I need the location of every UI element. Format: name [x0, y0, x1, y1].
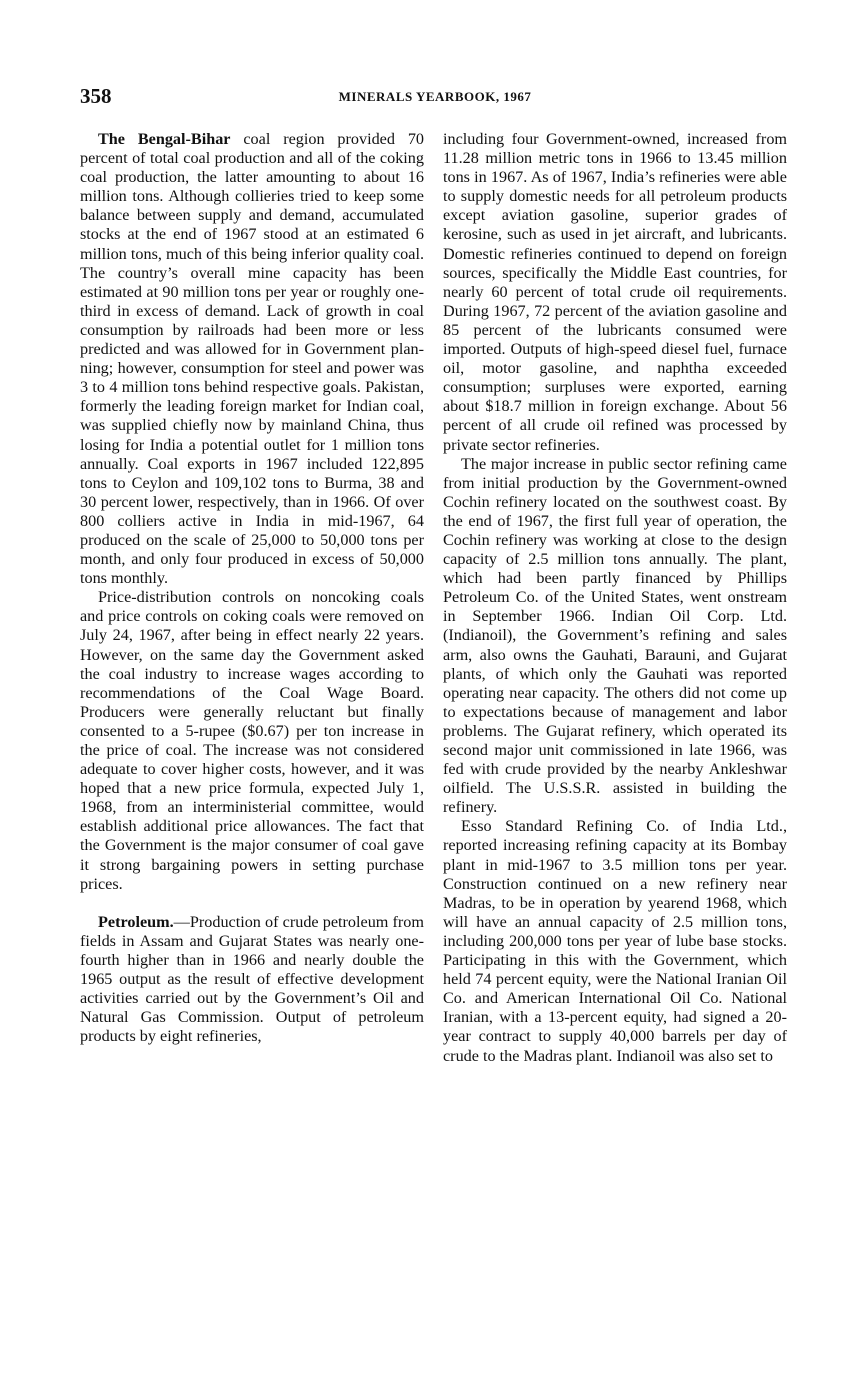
paragraph-public-sector-refining: The major increase in public sector refining came from initial production by the Government-owned Cochin refinery located on the southwest coast. By the end of 1967, the first full year of operation, the Cochin refinery was working at close to the design capacity of 2.5 million tons annually. The plant, which had been partly financed by Phillips Petroleum Co. of the United States, went onstream in September 1966. Indian Oil Corp. Ltd. (Indianoil), the Government’s refining and sales arm, also owns the Gauhati, Barauni, and Gujarat plants, of which only the Gauhati was reported operating near capacity. The others did not come up to expectations because of management and labor problems. The Gujarat refinery, which operated its second major unit commissioned in late 1966, was fed with crude provided by the nearby Ankleshwar oilfield. The U.S.S.R. assisted in building the refinery. — [443, 454, 787, 817]
paragraph-lead: The Bengal-Bihar — [98, 130, 231, 148]
paragraph-text: coal region provided 70 percent of total coal production and all of the coking coal production, the latter amounting to about 16 million tons. Although collieries tried to keep some balance between supply and demand, accumulated stocks at the end of 1967 stood at an estimated 6 million tons, much of this being inferior quality coal. The country’s overall mine capacity has been estimated at 90 million tons per year or roughly one-third in excess of demand. Lack of growth in coal consumption by railroads had been more or less predicted and was allowed for in Government planning; however, consumption for steel and power was 3 to 4 million tons behind respective goals. Pakistan, formerly the leading foreign market for Indian coal, was supplied chiefly now by mainland China, thus losing for India a potential outlet for 1 million tons annually. Coal exports in 1967 included 122,895 tons to Ceylon and 109,102 tons to Burma, 38 and 30 percent lower, respectively, than in 1966. Of over 800 colliers active in India in mid-1967, 64 produced on the scale of 25,000 to 50,000 tons per month, and only four produced in excess of 50,000 tons monthly. — [80, 130, 425, 588]
running-title: MINERALS YEARBOOK, 1967 — [338, 89, 532, 104]
page-header — [80, 84, 790, 114]
paragraph-refinery-output: including four Government-owned, increased from 11.28 million metric tons in 1966 to 13.45 million tons in 1967. As of 1967, India’s refineries were able to supply domestic needs for all petroleum products except aviation gasoline, superior grades of kerosine, such as used in jet aircraft, and lubricants. Domestic refineries continued to depend on foreign sources, specifically the Middle East countries, for nearly 60 percent of total crude oil requirements. During 1967, 72 percent of the aviation gasoline and 85 percent of the lubricants consumed were imported. Outputs of high-speed diesel fuel, furnace oil, motor gasoline, and naphtha exceeded consumption; surpluses were exported, earning about $18.7 million in foreign exchange. About 56 percent of all crude oil refined was processed by private sector refineries. — [443, 130, 787, 454]
paragraph-petroleum — [80, 913, 424, 1047]
paragraph-bengal-bihar-coal — [80, 130, 424, 588]
page-number: 358 — [80, 84, 112, 108]
paragraph-text: —Production of crude petroleum from fields in Assam and Gujarat States was nearly one-fourth higher than in 1966 and nearly double the 1965 output as the result of effective development activities carried out by the Government’s Oil and Natural Gas Commission. Output of petroleum products by eight refineries, — [80, 912, 424, 1046]
right-column — [443, 130, 787, 1066]
paragraph-price-controls: Price-distribution controls on noncoking coals and price controls on coking coals were removed on July 24, 1967, after being in effect nearly 22 years. However, on the same day the Government asked the coal industry to increase wages according to recommendations of the Coal Wage Board. Producers were generally reluctant but finally consented to a 5-rupee ($0.67) per ton increase in the price of coal. The increase was not considered adequate to cover higher costs, however, and it was hoped that a new price formula, expected July 1, 1968, from an interministerial committee, would establish additional price allowances. The fact that the Government is the major consumer of coal gave it strong bargaining powers in setting purchase prices. — [80, 588, 424, 893]
section-heading-petroleum: Petroleum. — [98, 912, 174, 931]
left-column — [80, 130, 424, 1046]
paragraph-esso-refining: Esso Standard Refining Co. of India Ltd., reported increasing refining capacity at its Bombay plant in mid-1967 to 3.5 million tons per year. Construction continued on a new refinery near Madras, to be in operation by yearend 1968, which will have an annual capacity of 2.5 million tons, including 200,000 tons per year of lube base stocks. Participating in this with the Government, which held 74 percent equity, were the National Iranian Oil Co. and American International Oil Co. National Iranian, with a 13-percent equity, had signed a 20-year contract to supply 40,000 barrels per day of crude to the Madras plant. Indianoil was also set to — [443, 817, 787, 1065]
